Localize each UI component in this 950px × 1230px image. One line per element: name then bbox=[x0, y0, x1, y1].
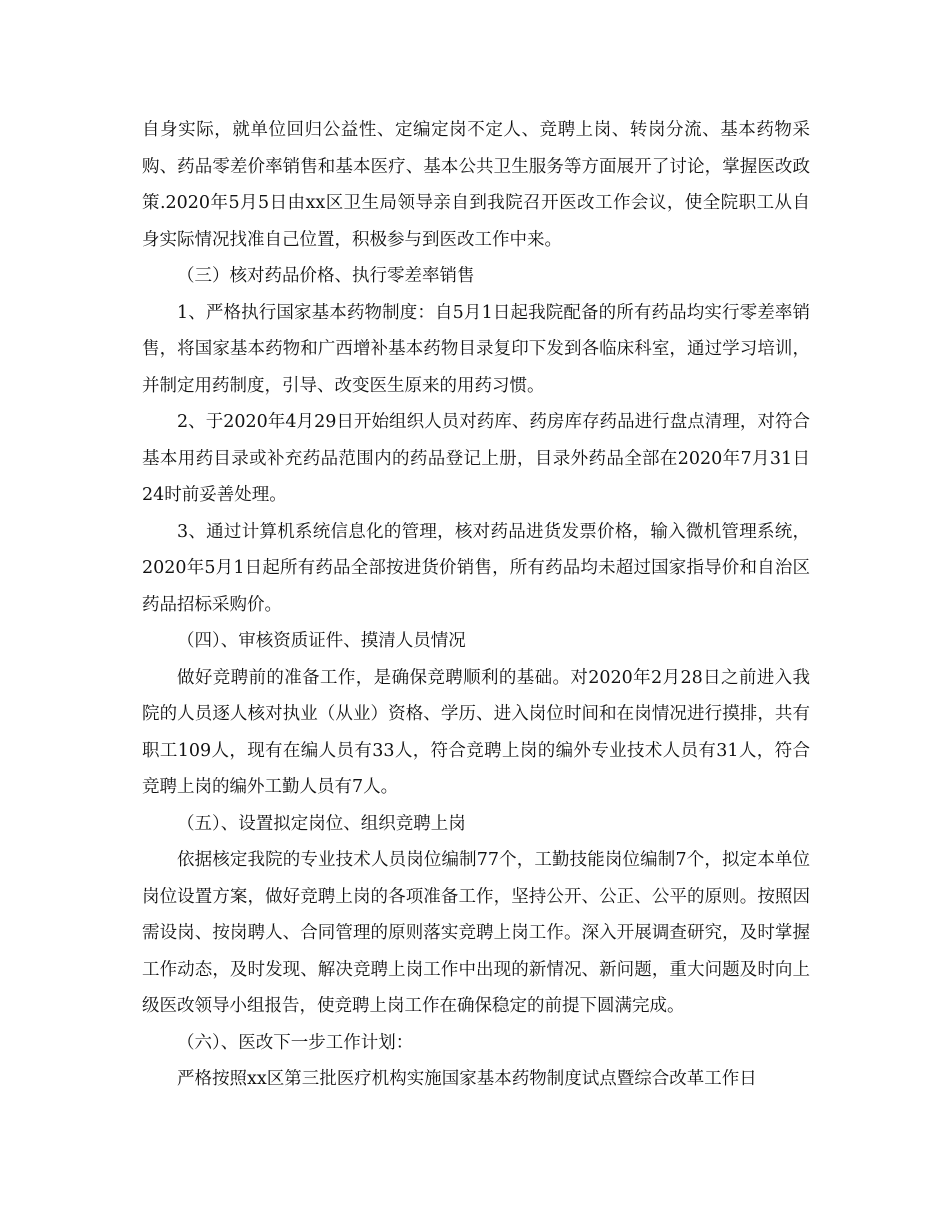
section-heading-3: （三）核对药品价格、执行零差率销售 bbox=[177, 266, 475, 286]
section-heading-5: （五）、设置拟定岗位、组织竞聘上岗 bbox=[177, 813, 466, 834]
paragraph-5: 依据核定我院的专业技术人员岗位编制77个，工勤技能岗位编制7个，拟定本单位岗位设置方案，做好竞聘上岗的各项准备工作，坚持公开、公正、公平的原则。按照因需设岗、按岗聘人、合同管理的原则落实竞聘上岗工作。深入开展调查研究，及时掌握工作动态，及时发现、解决竞聘上岗工作中出现的新情况、新问题，重大问题及时向上级医改领导小组报告，使竞聘上岗工作在确保稳定的前提下圆满完成。 bbox=[142, 850, 810, 1016]
paragraph-3-2: 2、于2020年4月29日开始组织人员对药库、药房库存药品进行盘点清理，对符合基本用药目录或补充药品范围内的药品登记上册，目录外药品全部在2020年7月31日24时前妥善处理。 bbox=[142, 412, 810, 505]
document-body bbox=[142, 112, 810, 1098]
paragraph-3-1: 1、严格执行国家基本药物制度：自5月1日起我院配备的所有药品均实行零差率销售，将国家基本药物和广西增补基本药物目录复印下发到各临床科室，通过学习培训，并制定用药制度，引导、改变医生原来的用药习惯。 bbox=[142, 302, 810, 396]
paragraph-1: 自身实际，就单位回归公益性、定编定岗不定人、竞聘上岗、转岗分流、基本药物采购、药品零差价率销售和基本医疗、基本公共卫生服务等方面展开了讨论，掌握医改政策.2020年5月5日由xx区卫生局领导亲自到我院召开医改工作会议，使全院职工从自身实际情况找准自己位置，积极参与到医改工作中来。 bbox=[142, 120, 810, 250]
paragraph-6: 严格按照xx区第三批医疗机构实施国家基本药物制度试点暨综合改革工作日 bbox=[177, 1069, 757, 1089]
section-heading-6: （六）、医改下一步工作计划： bbox=[177, 1032, 414, 1053]
paragraph-4: 做好竞聘前的准备工作，是确保竞聘顺利的基础。对2020年2月28日之前进入我院的人员逐人核对执业（从业）资格、学历、进入岗位时间和在岗情况进行摸排，共有职工109人，现有在编人员有33人，符合竞聘上岗的编外专业技术人员有31人，符合竞聘上岗的编外工勤人员有7人。 bbox=[142, 667, 810, 797]
paragraph-3-3: 3、通过计算机系统信息化的管理，核对药品进货发票价格，输入微机管理系统，2020年5月1日起所有药品全部按进货价销售，所有药品均未超过国家指导价和自治区药品招标采购价。 bbox=[142, 521, 810, 615]
section-heading-4: （四）、审核资质证件、摸清人员情况 bbox=[177, 631, 466, 651]
